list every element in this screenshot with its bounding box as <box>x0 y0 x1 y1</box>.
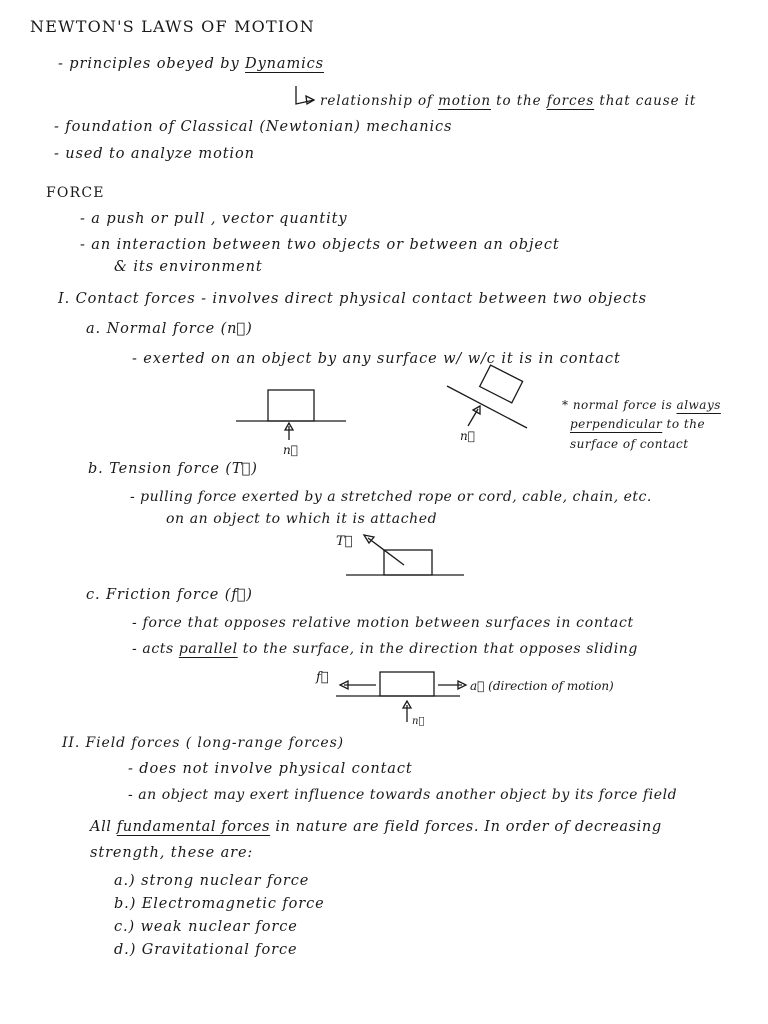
force-list-item: d.) Gravitational force <box>114 942 298 958</box>
force-bullet-interaction-2: & its environment <box>114 259 263 275</box>
forces-term: forces <box>546 93 595 109</box>
always-term: always <box>676 398 721 412</box>
intro-bullet-dynamics-prefix: - principles obeyed by <box>58 56 246 72</box>
motion-term: motion <box>438 93 491 109</box>
normal-force-heading: a. Normal force (n⃗) <box>86 321 253 337</box>
relationship-end: that cause it <box>594 93 697 109</box>
normal-note-to: to the <box>662 417 706 431</box>
dynamics-term: Dynamics <box>245 56 324 72</box>
summary-line1-rest: in nature are field forces. In order of decreasing <box>270 819 662 835</box>
force-bullet-interaction-1: - an interaction between two objects or between an object <box>80 237 560 253</box>
normal-label-flat: n⃗ <box>283 443 298 457</box>
fundamental-forces-term: fundamental forces <box>116 819 271 835</box>
field-bullet-no-contact: - does not involve physical contact <box>128 761 413 777</box>
tension-label: T⃗ <box>336 534 353 549</box>
tension-force-heading: b. Tension force (T⃗) <box>88 461 258 477</box>
force-list-item: a.) strong nuclear force <box>114 873 310 889</box>
relationship-prefix: relationship of <box>320 93 439 109</box>
contact-forces-heading: I. Contact forces - involves direct physical contact between two objects <box>58 291 647 307</box>
friction-label-n: n⃗ <box>412 716 425 727</box>
friction-force-heading: c. Friction force (f⃗) <box>86 587 253 603</box>
friction-desc-2-rest: to the surface, in the direction that opposes sliding <box>237 641 638 657</box>
field-forces-heading: II. Field forces ( long-range forces) <box>62 735 345 751</box>
summary-prefix: All <box>90 819 117 835</box>
force-list-item: c.) weak nuclear force <box>114 919 298 935</box>
intro-bullet-foundation: - foundation of Classical (Newtonian) mechanics <box>54 119 453 135</box>
normal-label-incline: n⃗ <box>460 429 475 443</box>
friction-label-f: f⃗ <box>316 670 329 685</box>
force-bullet-push-pull: - a push or pull , vector quantity <box>80 211 348 227</box>
intro-bullet-analyze: - used to analyze motion <box>54 146 255 162</box>
friction-desc-2-prefix: - acts <box>132 641 179 657</box>
force-heading: FORCE <box>46 185 105 201</box>
friction-label-a: a⃗ (direction of motion) <box>470 679 614 693</box>
tension-desc-1: - pulling force exerted by a stretched rope or cord, cable, chain, etc. <box>130 489 652 505</box>
field-summary-line1 <box>90 818 662 836</box>
force-list-item: b.) Electromagnetic force <box>114 896 325 912</box>
relationship-mid: to the <box>490 93 547 109</box>
tension-desc-2: on an object to which it is attached <box>166 511 438 527</box>
normal-note-prefix: * normal force is <box>562 398 677 412</box>
parallel-term: parallel <box>178 641 238 657</box>
perpendicular-term: perpendicular <box>570 417 663 431</box>
normal-note-line3: surface of contact <box>570 437 689 451</box>
friction-desc-1: - force that opposes relative motion between surfaces in contact <box>132 615 634 631</box>
field-bullet-influence: - an object may exert influence towards another object by its force field <box>128 787 678 803</box>
page-title: NEWTON'S LAWS OF MOTION <box>30 17 315 36</box>
normal-force-desc: - exerted on an object by any surface w/ w/c it is in contact <box>132 351 621 367</box>
field-summary-line2: strength, these are: <box>90 845 254 861</box>
